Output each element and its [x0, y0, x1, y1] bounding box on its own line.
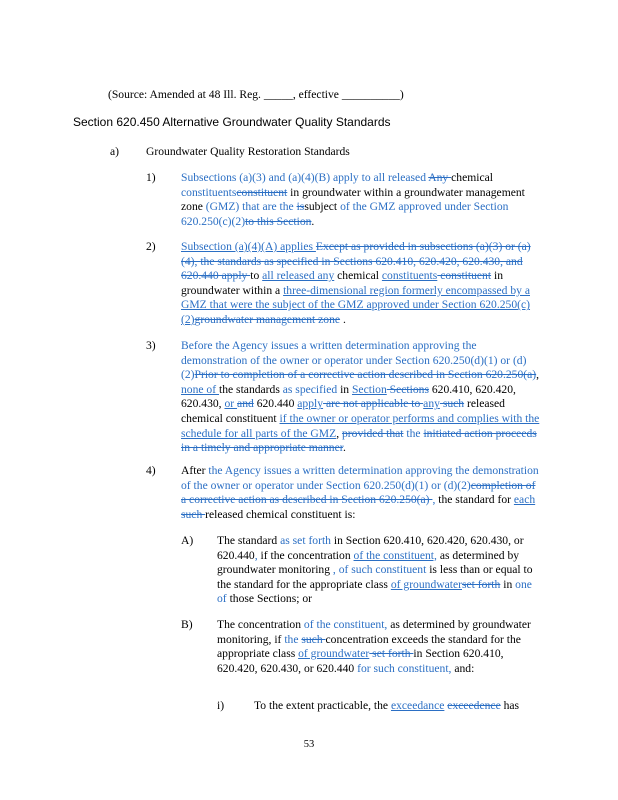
- text: ,: [536, 368, 540, 382]
- item-A-number: A): [181, 534, 194, 547]
- deletion: such: [301, 632, 326, 646]
- text: to: [250, 269, 263, 283]
- insertion: if the owner or operator performs and complies with the schedule for all parts of the GMZ: [181, 411, 540, 440]
- insertion: one of: [217, 577, 532, 606]
- insertion: Before the Agency issues a written determination approving the demonstration of the owner or operator under Section 620.250(d)(1) or (d)(2): [181, 339, 527, 382]
- text: .: [342, 441, 346, 455]
- text: in: [340, 382, 352, 396]
- text: the standard for: [435, 493, 514, 507]
- insertion: as set forth: [280, 534, 331, 547]
- text: in Section 620.410, 620.420, 620.430, or 620.440: [217, 534, 524, 562]
- deletion: to this Section: [245, 214, 312, 228]
- insertion: (GMZ) that are the: [205, 200, 297, 214]
- item-4-text: [181, 464, 541, 522]
- deletion: constituent: [236, 185, 288, 199]
- deletion: constituent: [437, 269, 492, 283]
- text: the standards: [219, 382, 283, 396]
- deletion: set forth: [369, 647, 414, 661]
- text: in Section 620.410, 620.420, 620.430, or 620.440: [217, 647, 504, 675]
- text: as determined by groundwater monitoring: [217, 548, 520, 577]
- text: chemical: [451, 171, 493, 184]
- deletion: provided that: [341, 426, 404, 440]
- item-i-text: [254, 699, 554, 714]
- insertion: constituents: [381, 269, 438, 283]
- deletion: is: [296, 200, 305, 214]
- insertion: the: [284, 632, 302, 646]
- text: released chemical constituent: [181, 397, 505, 425]
- item-1-number: 1): [146, 171, 156, 184]
- text: in groundwater within a groundwater management zone: [181, 185, 525, 214]
- item-2-number: 2): [146, 240, 156, 253]
- text: is less than or equal to the standard for the appropriate class: [217, 563, 533, 591]
- deletion: groundwater management zone: [194, 312, 341, 326]
- insertion: constituents: [181, 185, 237, 199]
- insertion: Subsection (a)(4)(A) applies: [181, 240, 316, 253]
- insertion: or: [224, 397, 238, 411]
- insertion: Subsections (a)(3) and (a)(4)(B) apply to all released: [181, 171, 429, 184]
- text: released chemical constituent is:: [205, 507, 356, 521]
- text: To the extent practicable, the: [254, 699, 391, 712]
- text: After: [181, 464, 209, 477]
- insertion: none of: [181, 382, 219, 396]
- insertion: as specified: [282, 382, 341, 396]
- text: in: [500, 577, 516, 591]
- insertion: of the constituent,: [303, 618, 388, 631]
- insertion: the Agency issues a written determination approving the demonstration of the owner or operator under Section 620.250(d)(1) or (d)(2): [181, 464, 539, 492]
- deletion: are not applicable to: [323, 397, 424, 411]
- text: has: [500, 699, 520, 712]
- insertion: of the constituent,: [353, 548, 437, 562]
- item-3-text: [181, 339, 541, 456]
- text: .: [311, 214, 315, 228]
- text: concentration exceeds the standard for the appropriate class: [217, 632, 521, 661]
- text: ,: [336, 426, 342, 440]
- item-3-number: 3): [146, 339, 156, 352]
- item-B-number: B): [181, 618, 193, 631]
- insertion: each: [513, 493, 536, 507]
- text: those Sections; or: [226, 592, 313, 606]
- text: The concentration: [217, 618, 304, 631]
- deletion: Except as provided in subsections (a)(3) or (a)(4), the standards as specified in Sections 620.410, 620.420, 620.430, and 620.440 apply: [181, 240, 531, 283]
- text: 620.410, 620.420, 620.430,: [181, 382, 516, 411]
- deletion: initiated action proceeds in a timely and appropriate manner: [181, 426, 537, 455]
- text: 620.440: [253, 397, 298, 411]
- insertion: three-dimensional region formerly encompassed by a GMZ that were the subject of the GMZ approved under Section 620.250(c)(2): [181, 283, 531, 326]
- deletion: exceedence: [447, 699, 501, 712]
- text: chemical: [334, 269, 382, 283]
- insertion: ,: [254, 548, 258, 562]
- insertion: any: [423, 397, 440, 411]
- deletion: Prior to completion of a corrective action described in Section 620.250(a): [194, 368, 537, 382]
- insertion: , of such constituent: [332, 563, 427, 577]
- text: in groundwater within a: [181, 269, 503, 297]
- deletion: Any: [428, 171, 452, 184]
- text: and:: [451, 661, 475, 675]
- insertion: of groundwater: [298, 647, 370, 661]
- insertion: of the GMZ approved under Section 620.250(c)(2): [181, 200, 509, 228]
- item-A-text: [217, 534, 542, 607]
- item-i-number: i): [217, 699, 225, 712]
- text: if the concentration: [257, 548, 354, 562]
- text: as determined by groundwater monitoring, if: [217, 618, 531, 646]
- text: .: [340, 312, 346, 326]
- deletion: such: [439, 397, 465, 411]
- insertion: the: [403, 426, 424, 440]
- deletion: such: [181, 507, 206, 521]
- page-number: 53: [303, 739, 315, 750]
- source-note: (Source: Amended at 48 Ill. Reg. _____, effective __________): [108, 88, 404, 101]
- deletion: Sections: [386, 382, 429, 396]
- deletion: set forth: [462, 577, 501, 591]
- insertion: for such constituent,: [357, 661, 452, 675]
- deletion: and: [237, 397, 254, 411]
- text: subject: [304, 200, 341, 214]
- item-2-text: [181, 240, 541, 328]
- subsection-a-title: Groundwater Quality Restoration Standards: [146, 145, 350, 158]
- insertion: of groundwater: [390, 577, 462, 591]
- insertion: exceedance: [390, 699, 445, 712]
- item-1-text: [181, 171, 541, 229]
- subsection-a-label: a): [110, 145, 120, 158]
- insertion: ,: [432, 493, 436, 507]
- insertion: all released any: [262, 269, 335, 283]
- deletion: completion of a corrective action as described in Section 620.250(a): [181, 478, 536, 507]
- text: The standard: [217, 534, 281, 547]
- section-heading: Section 620.450 Alternative Groundwater Quality Standards: [73, 115, 391, 129]
- insertion: Section: [351, 382, 387, 396]
- insertion: apply: [297, 397, 324, 411]
- item-B-text: [217, 618, 542, 676]
- item-4-number: 4): [146, 464, 156, 477]
